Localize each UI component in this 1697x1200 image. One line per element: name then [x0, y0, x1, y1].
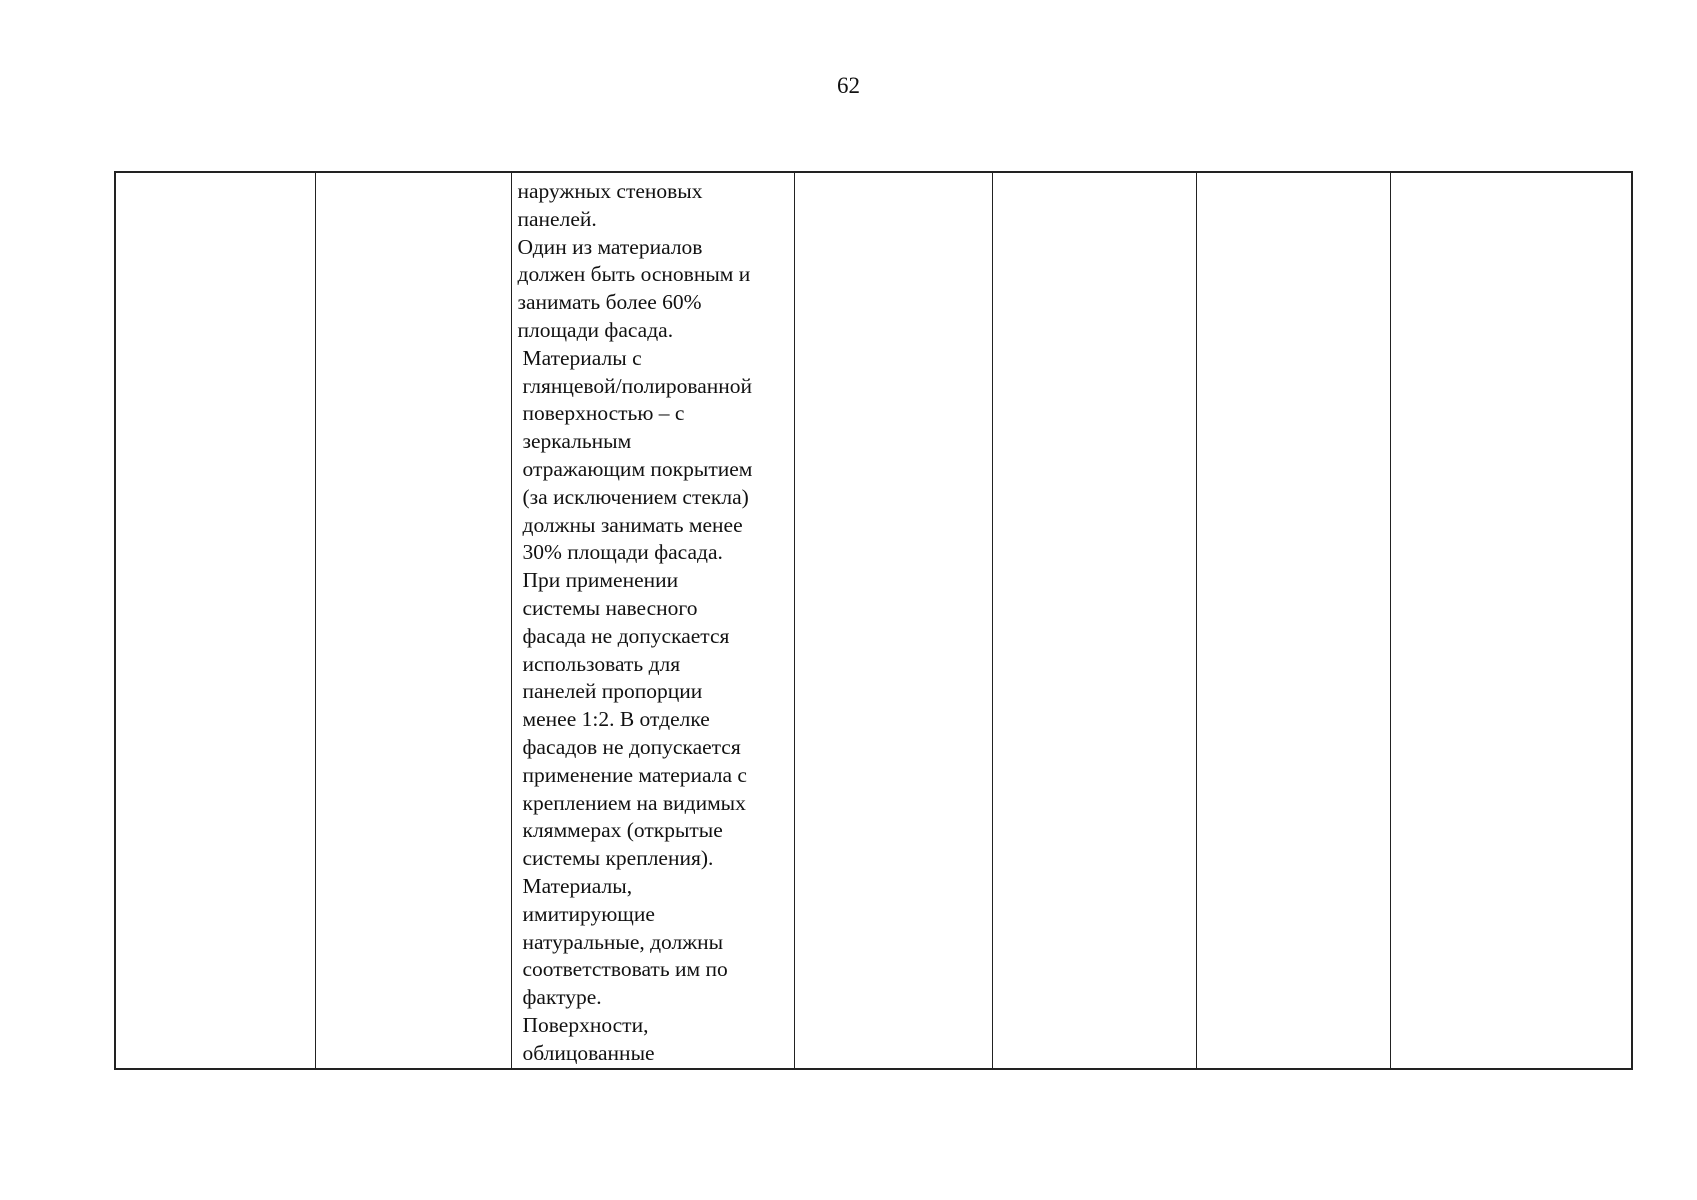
paragraph-2: Один из материалов должен быть основным и занимать более 60% площади фасада. — [517, 234, 751, 342]
table-cell-col-2 — [315, 172, 511, 1069]
paragraph-6: Поверхности, облицованные — [522, 1012, 655, 1065]
table-cell-col-6 — [1196, 172, 1390, 1069]
table-cell-col-4 — [794, 172, 992, 1069]
page-number: 62 — [837, 73, 860, 98]
table-cell-col-5 — [992, 172, 1196, 1069]
table-cell-col-3 — [511, 172, 794, 1069]
paragraph-5: Материалы, имитирующие натуральные, должны соответствовать им по фактуре. — [522, 873, 728, 1010]
requirements-table — [114, 171, 1633, 1070]
paragraph-1: наружных стеновых панелей. — [517, 179, 703, 231]
table-row — [115, 172, 1632, 1069]
table-cell-col-7 — [1390, 172, 1632, 1069]
paragraph-3: Материалы с глянцевой/полированной поверхностью – с зеркальным отражающим покрытием (за исключением стекла) должны занимать менее 30% площади фасада. — [522, 345, 753, 565]
table-cell-col-1 — [115, 172, 315, 1069]
cell-text-block — [512, 173, 794, 1068]
paragraph-4: При применении системы навесного фасада не допускается использовать для панелей пропорции менее 1:2. В отделке фасадов не допускается применение материала с креплением на видимых кляммерах (открытые системы крепления). — [522, 568, 747, 871]
